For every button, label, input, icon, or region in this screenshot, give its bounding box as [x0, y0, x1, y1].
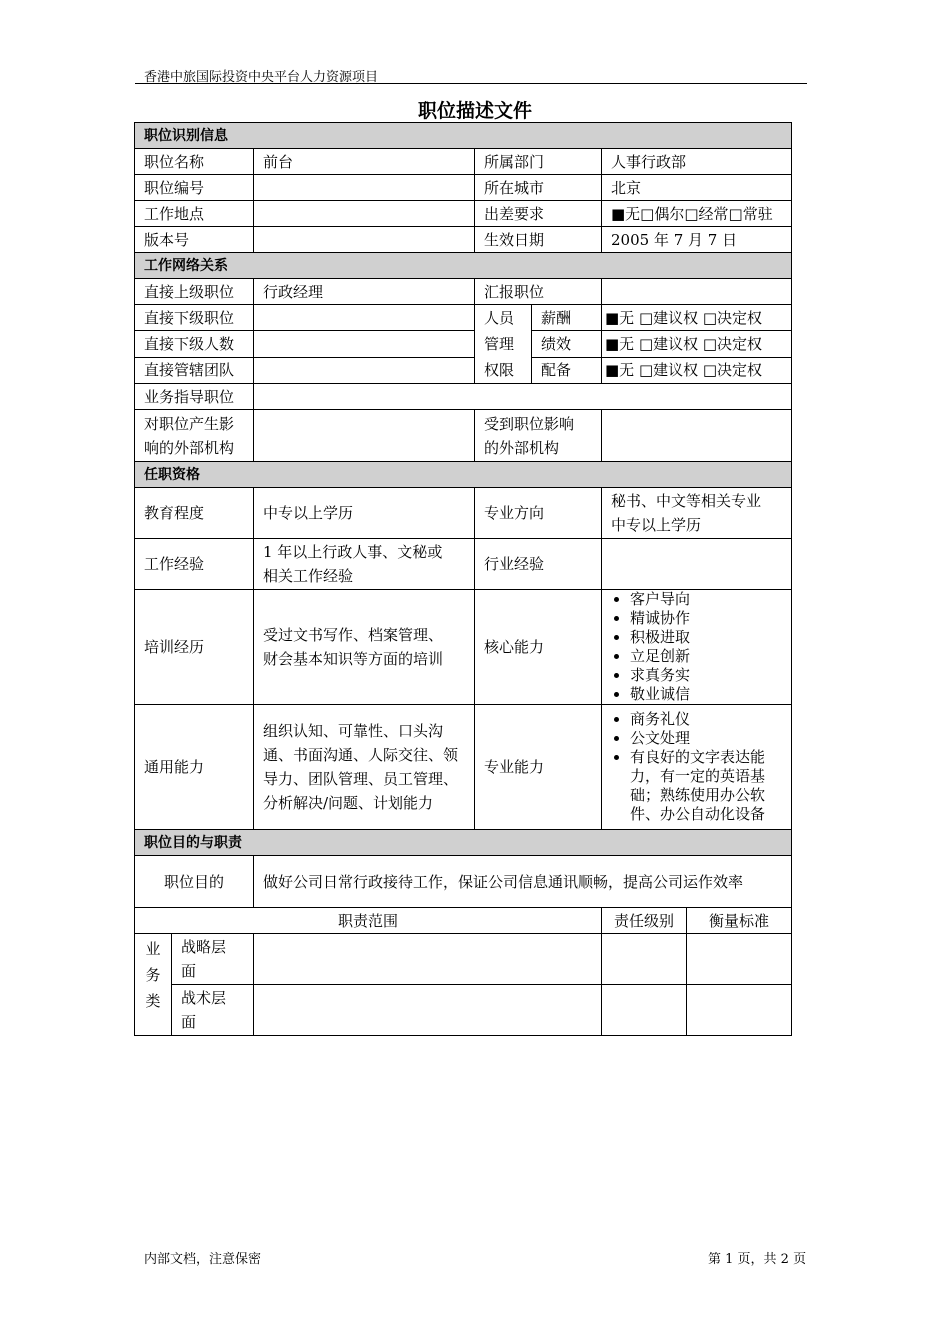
table-row: [135, 908, 792, 934]
position-name-label: 职位名称: [135, 149, 254, 175]
table-row: [135, 357, 792, 383]
table-row: [135, 539, 792, 590]
authority-label: [475, 305, 532, 384]
salary-authority-value: ■无 □建议权 □决定权: [602, 305, 792, 331]
position-name-value: 前台: [254, 149, 475, 175]
page-title: 职位描述文件: [417, 100, 532, 122]
staffing-label: 配备: [532, 357, 602, 383]
general-value-line: 分析解决/问题、计划能力: [263, 794, 434, 812]
list-item: • 求真务实: [630, 666, 788, 685]
label-line: 战略层: [181, 938, 227, 956]
subordinate-count-label: 直接下级人数: [135, 331, 254, 357]
list-item: • 精诚协作: [630, 609, 788, 628]
section-row: [135, 123, 792, 149]
position-code-label: 职位编号: [135, 175, 254, 201]
category-char: 类: [145, 992, 161, 1010]
report-position-value: [602, 279, 792, 305]
table-row: [135, 985, 792, 1036]
table-row: [135, 410, 792, 462]
experience-value: [254, 539, 475, 590]
major-value: [602, 488, 792, 539]
work-location-value: [254, 201, 475, 227]
category-char: 务: [145, 966, 161, 984]
professional-competency-label: 专业能力: [475, 705, 602, 830]
industry-experience-value: [602, 539, 792, 590]
tactical-scope-value: [254, 985, 602, 1036]
table-row: [135, 149, 792, 175]
travel-label: 出差要求: [475, 201, 602, 227]
general-competency-label: 通用能力: [135, 705, 254, 830]
label-line: 面: [181, 1013, 197, 1031]
training-value-line: 财会基本知识等方面的培训: [263, 650, 444, 668]
general-competency-value: [254, 705, 475, 830]
table-row: [135, 279, 792, 305]
job-description-table: [134, 122, 792, 1036]
general-value-line: 组织认知、可靠性、口头沟: [263, 722, 444, 740]
table-row: [135, 934, 792, 985]
business-guidance-label: 业务指导职位: [135, 384, 254, 410]
table-row: [135, 384, 792, 410]
city-label: 所在城市: [475, 175, 602, 201]
experience-label: 工作经验: [135, 539, 254, 590]
salary-label: 薪酬: [532, 305, 602, 331]
table-row: [135, 305, 792, 331]
department-value: 人事行政部: [602, 149, 792, 175]
effective-date-label: 生效日期: [475, 227, 602, 253]
list-item: • 立足创新: [630, 647, 788, 666]
affecting-external-label: [135, 410, 254, 462]
table-row: [135, 175, 792, 201]
footer-confidential: 内部文档，注意保密: [144, 1252, 262, 1267]
label-line: 面: [181, 962, 197, 980]
label-line: 响的外部机构: [144, 438, 235, 457]
section-row: [135, 253, 792, 279]
section-row: [135, 462, 792, 488]
business-category-label: [135, 934, 172, 1036]
direct-subordinate-label: 直接下级职位: [135, 305, 254, 331]
label-line: 的外部机构: [484, 438, 560, 457]
report-position-label: 汇报职位: [475, 279, 602, 305]
performance-authority-value: ■无 □建议权 □决定权: [602, 331, 792, 357]
team-value: [254, 357, 475, 383]
list-item: • 有良好的文字表达能力，有一定的英语基础；熟练使用办公软件、办公自动化设备: [630, 748, 788, 824]
scope-header: 职责范围: [135, 908, 602, 934]
general-value-line: 通、书面沟通、人际交往、领: [263, 746, 459, 764]
experience-value-line: 1 年以上行政人事、文秘或: [263, 543, 443, 561]
label-line: 对职位产生影: [144, 414, 235, 433]
purpose-value: 做好公司日常行政接待工作，保证公司信息通讯顺畅，提高公司运作效率: [254, 856, 792, 908]
direct-superior-label: 直接上级职位: [135, 279, 254, 305]
business-guidance-value: [254, 384, 792, 410]
strategic-level-label: [172, 934, 254, 985]
position-code-value: [254, 175, 475, 201]
authority-label-line: 管理: [484, 335, 515, 353]
training-value-line: 受过文书写作、档案管理、: [263, 626, 444, 644]
education-value: 中专以上学历: [254, 488, 475, 539]
section-qualification: 任职资格: [135, 462, 792, 488]
section-purpose: 职位目的与职责: [135, 830, 792, 856]
table-row: [135, 201, 792, 227]
professional-competency-list: [602, 705, 792, 830]
version-label: 版本号: [135, 227, 254, 253]
header-divider: [135, 83, 807, 84]
effective-date-value: 2005 年 7 月 7 日: [602, 227, 792, 253]
table-row: [135, 590, 792, 705]
section-identification: 职位识别信息: [135, 123, 792, 149]
staffing-authority-value: ■无 □建议权 □决定权: [602, 357, 792, 383]
version-value: [254, 227, 475, 253]
education-label: 教育程度: [135, 488, 254, 539]
authority-label-line: 人员: [484, 309, 515, 327]
affected-external-label: [475, 410, 602, 462]
list-item: • 公文处理: [630, 729, 788, 748]
footer-page-number: 第 1 页，共 2 页: [708, 1252, 807, 1267]
purpose-label: 职位目的: [135, 856, 254, 908]
list-item: • 积极进取: [630, 628, 788, 647]
team-label: 直接管辖团队: [135, 357, 254, 383]
list-item: • 敬业诚信: [630, 685, 788, 704]
strategic-level-value: [602, 934, 687, 985]
section-row: [135, 830, 792, 856]
subordinate-count-value: [254, 331, 475, 357]
authority-label-line: 权限: [484, 361, 515, 379]
performance-label: 绩效: [532, 331, 602, 357]
direct-subordinate-value: [254, 305, 475, 331]
table-row: [135, 488, 792, 539]
strategic-measure-value: [687, 934, 792, 985]
label-line: 受到职位影响: [484, 414, 575, 433]
strategic-scope-value: [254, 934, 602, 985]
list-item: • 商务礼仪: [630, 710, 788, 729]
table-row: [135, 856, 792, 908]
major-value-line: 秘书、中文等相关专业: [611, 492, 762, 510]
tactical-level-label: [172, 985, 254, 1036]
table-row: [135, 705, 792, 830]
affected-external-value: [602, 410, 792, 462]
direct-superior-value: 行政经理: [254, 279, 475, 305]
core-competency-label: 核心能力: [475, 590, 602, 705]
department-label: 所属部门: [475, 149, 602, 175]
major-value-line: 中专以上学历: [611, 516, 702, 534]
list-item: • 客户导向: [630, 590, 788, 609]
work-location-label: 工作地点: [135, 201, 254, 227]
general-value-line: 导力、团队管理、员工管理、: [263, 770, 459, 788]
affecting-external-value: [254, 410, 475, 462]
measure-header: 衡量标准: [687, 908, 792, 934]
label-line: 战术层: [181, 989, 227, 1007]
table-row: [135, 227, 792, 253]
experience-value-line: 相关工作经验: [263, 567, 354, 585]
level-header: 责任级别: [602, 908, 687, 934]
major-label: 专业方向: [475, 488, 602, 539]
city-value: 北京: [602, 175, 792, 201]
travel-value: ■无□偶尔□经常□常驻: [602, 201, 792, 227]
category-char: 业: [145, 940, 161, 958]
training-value: [254, 590, 475, 705]
training-label: 培训经历: [135, 590, 254, 705]
tactical-level-value: [602, 985, 687, 1036]
tactical-measure-value: [687, 985, 792, 1036]
table-row: [135, 331, 792, 357]
industry-experience-label: 行业经验: [475, 539, 602, 590]
section-network: 工作网络关系: [135, 253, 792, 279]
document-header: 香港中旅国际投资中央平台人力资源项目: [144, 70, 379, 85]
core-competency-list: [602, 590, 792, 705]
